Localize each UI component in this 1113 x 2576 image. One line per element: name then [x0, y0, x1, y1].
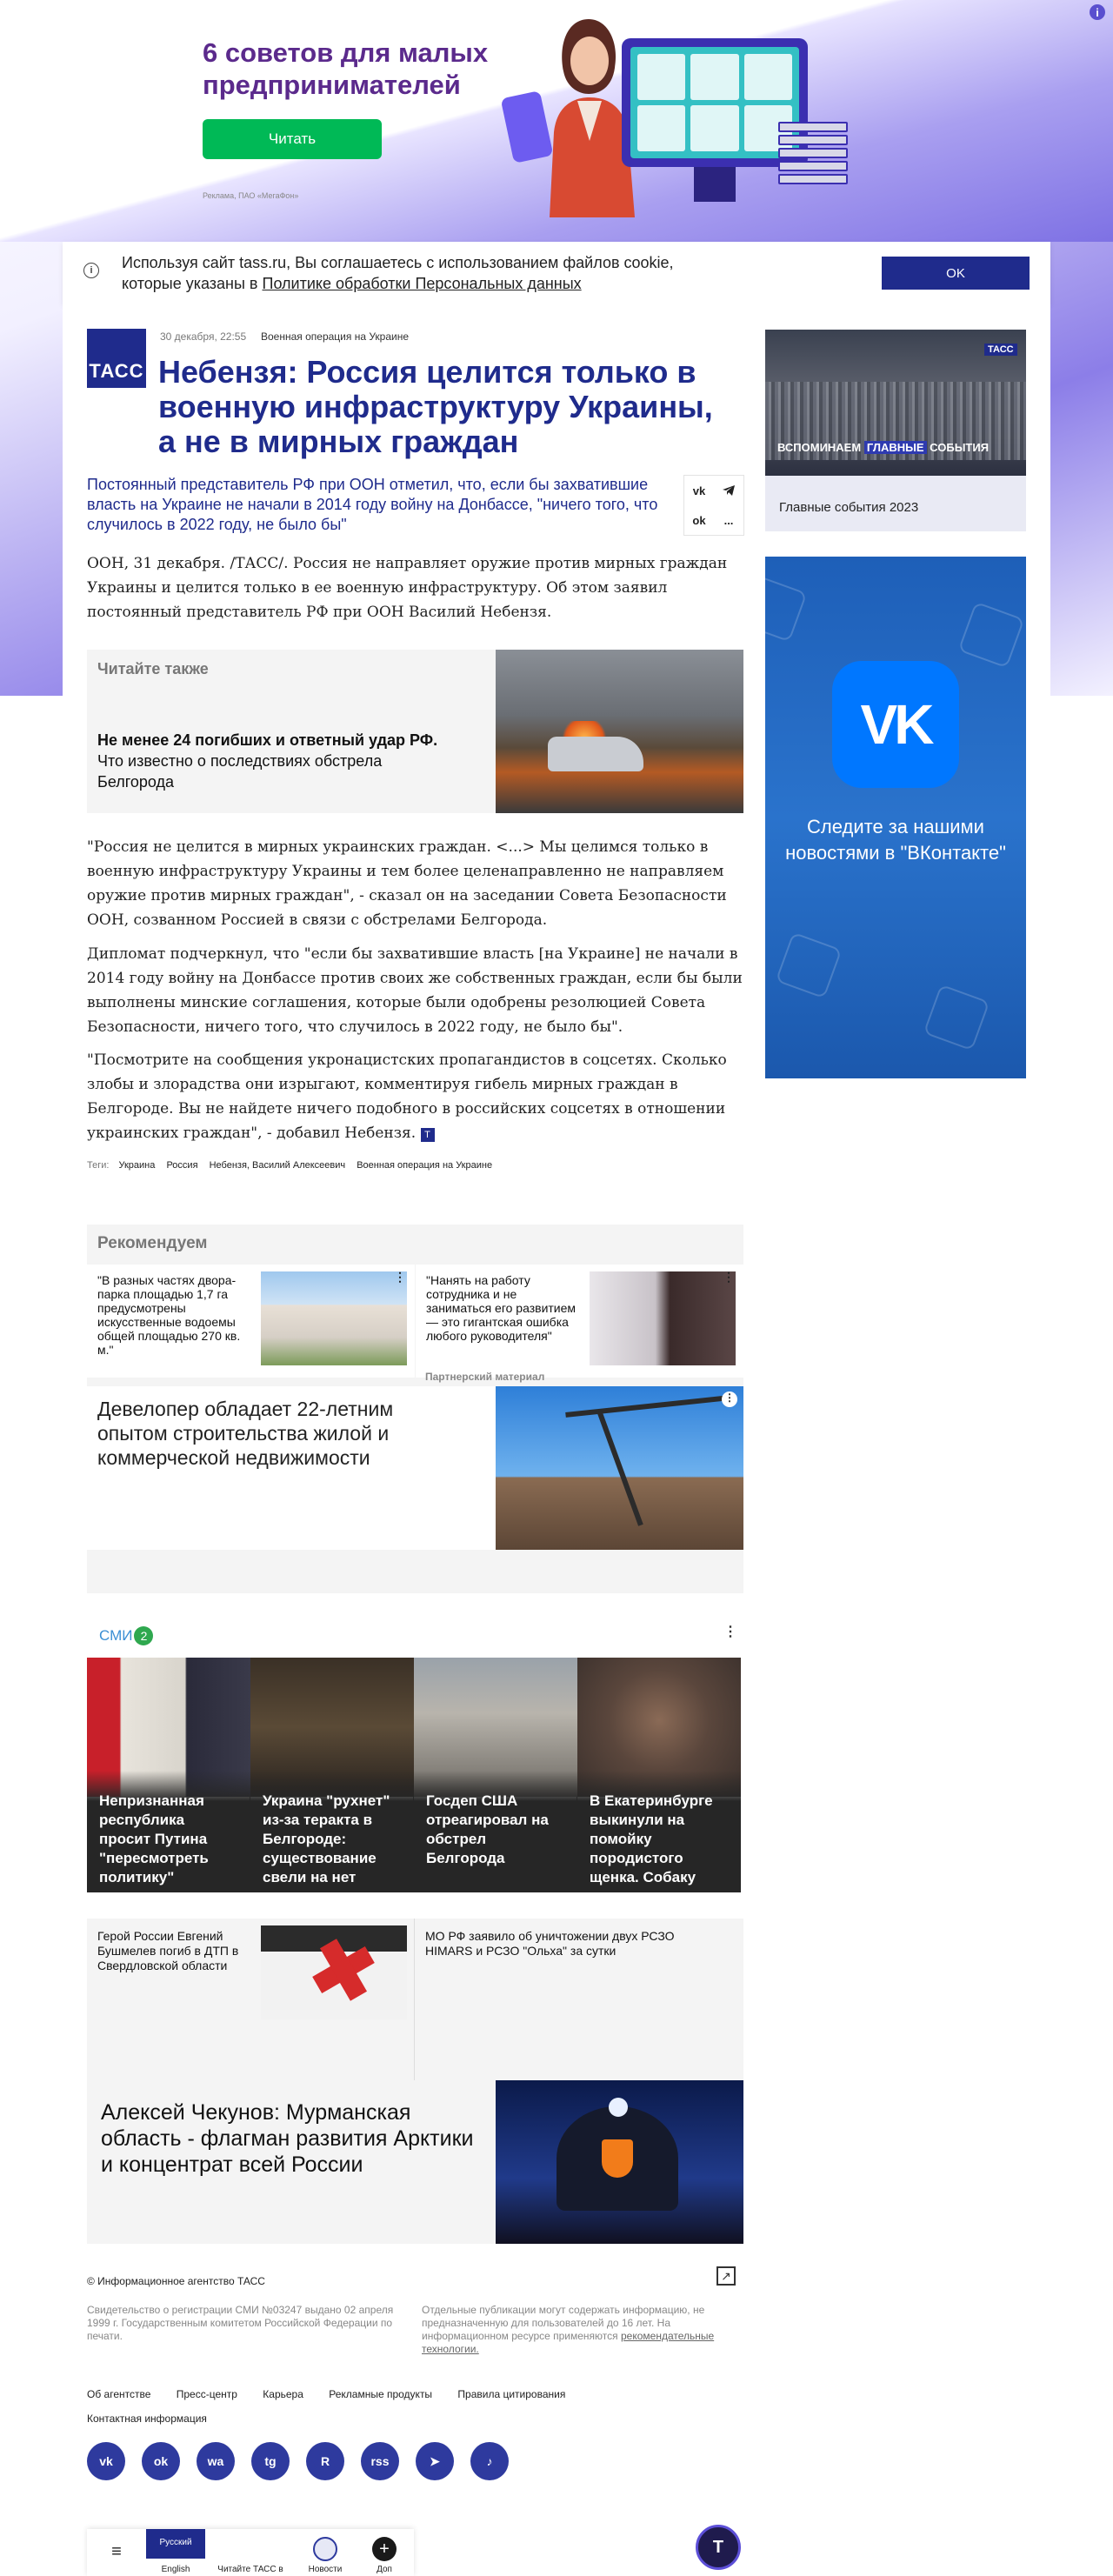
tag-link[interactable]: Россия	[166, 1160, 198, 1171]
smi2-card[interactable]	[577, 1658, 741, 1905]
article-paragraph-3: Дипломат подчеркнул, что "если бы захватившие власть [на Украине] не начали в 2014 году войну на Донбассе против своих же собственных граждан, если бы были выполнены минские соглашения, которые были одобрены резолюцией Совета Безопасности, ничего того, что случилось в 2022 году, не было бы".	[87, 945, 743, 1036]
smi2-card[interactable]	[414, 1658, 577, 1892]
telegram-icon[interactable]: tg	[251, 2442, 290, 2480]
add-tab[interactable]	[355, 2529, 414, 2576]
article-paragraph-1: ООН, 31 декабря. /ТАСС/. Россия не направляет оружие против мирных граждан Украины и целится только в ее военную инфраструктуру. Об этом заявил постоянный представитель РФ при ООН Василий Небензя.	[87, 555, 728, 621]
cookie-consent-bar	[63, 242, 1050, 304]
events-strip-word: ВСПОМИНАЕМ	[777, 441, 862, 454]
footer-link[interactable]: Рекламные продукты	[329, 2388, 433, 2400]
news-row	[87, 1919, 743, 2080]
recommend-label: Рекомендуем	[97, 1234, 208, 1252]
footer-link[interactable]: Контактная информация	[87, 2412, 207, 2425]
smi2-card-title[interactable]: В Екатеринбурге выкинули на помойку породистого щенка. Собаку спасли	[577, 1771, 741, 1892]
read-tass-in[interactable]: Читайте ТАСС в	[217, 2565, 283, 2574]
footer-link[interactable]: Карьера	[263, 2388, 303, 2400]
menu-search-icon[interactable]: ≡	[111, 2541, 122, 2561]
plus-icon: +	[372, 2537, 397, 2561]
article-paragraph-4-text: "Посмотрите на сообщения укронацистских пропагандистов в соцсетях. Сколько злобы и злорадства они изрыгают, комментируя гибель мирных граждан в Белгороде. Вы не найдете ничего подобного в российских соцсетях в отношении украинских граждан", - добавил Небензя.	[87, 1051, 727, 1142]
lang-russian[interactable]: Русский	[146, 2529, 205, 2559]
ok-icon[interactable]: ok	[142, 2442, 180, 2480]
news-tab-label: Новости	[308, 2565, 343, 2574]
partner-label: Партнерский материал	[425, 1371, 545, 1383]
article-date: 30 декабря, 22:55	[160, 330, 247, 343]
news-item[interactable]	[415, 1919, 743, 2080]
read-also-label: Читайте также	[97, 660, 209, 677]
info-icon: i	[83, 263, 99, 278]
tag-link[interactable]: Военная операция на Украине	[357, 1160, 493, 1171]
article-tags	[87, 1160, 501, 1171]
rutube-icon[interactable]: R	[306, 2442, 344, 2480]
smi2-logo-text: СМИ	[99, 1627, 133, 1644]
footer-notice-text-2: На информационном ресурсе применяются	[422, 2317, 670, 2342]
privacy-policy-link[interactable]: Политике обработки Персональных данных	[262, 275, 582, 292]
tass-mini-logo: ТАСС	[984, 344, 1017, 356]
recommend-card-image[interactable]	[261, 1271, 407, 1365]
footer-links	[87, 2382, 626, 2431]
add-tab-label: Доп	[377, 2565, 392, 2574]
books-illustration	[778, 122, 848, 200]
tass-end-mark-icon: T	[421, 1128, 435, 1142]
recommend-card-text[interactable]: "Нанять на работу сотрудника и не заниматься его развитием — это гигантская ошибка любого руководителя"	[426, 1273, 576, 1343]
dzen-icon[interactable]: ➤	[416, 2442, 454, 2480]
news-avatar-icon	[313, 2537, 337, 2561]
recommend-card[interactable]	[87, 1265, 415, 1378]
footer-copyright: © Информационное агентство ТАСС	[87, 2275, 265, 2287]
recommend-card[interactable]	[416, 1265, 743, 1378]
tass-t-button[interactable]: T	[696, 2525, 741, 2570]
more-options-icon[interactable]: ⋮	[722, 1391, 737, 1407]
more-options-icon[interactable]: ⋮	[394, 1270, 406, 1284]
bottom-toolbar	[87, 2529, 414, 2576]
more-options-icon[interactable]: ⋮	[723, 1270, 735, 1284]
footer-notice	[422, 2304, 743, 2356]
banner-read-button[interactable]: Читать	[203, 119, 382, 159]
recommend-big-text[interactable]: Девелопер обладает 22-летним опытом строительства жилой и коммерческой недвижимости	[97, 1398, 394, 1469]
recommend-card-image[interactable]	[590, 1271, 736, 1365]
events-strip-word: СОБЫТИЯ	[930, 441, 990, 454]
read-also-title-rest: Что известно о последствиях обстрела Белгорода	[97, 752, 383, 791]
banner-ad-note: Реклама, ПАО «МегаФон»	[203, 191, 299, 200]
news-item[interactable]	[87, 1919, 415, 2080]
read-also-title[interactable]	[97, 730, 463, 792]
smi2-logo[interactable]	[99, 1626, 153, 1645]
ad-banner[interactable]	[0, 0, 1113, 242]
events-strip	[777, 441, 989, 454]
read-also-block[interactable]	[87, 650, 743, 813]
share-ok-icon[interactable]: ok	[692, 513, 706, 527]
recommend-block	[87, 1225, 743, 1593]
news-item-title[interactable]: МО РФ заявило об уничтожении двух РСЗО HIMARS и РСЗО "Ольха" за сутки	[425, 1929, 675, 1958]
ad-info-icon[interactable]: i	[1090, 4, 1105, 20]
article-paragraph-4	[87, 1048, 743, 1145]
social-links	[87, 2442, 525, 2480]
smi2-card-title[interactable]: Непризнанная республика просит Путина "пересмотреть политику"	[87, 1771, 250, 1892]
recommend-big-card[interactable]	[87, 1386, 743, 1550]
more-options-icon[interactable]: ⋮	[723, 1625, 737, 1639]
smi2-card[interactable]	[87, 1658, 250, 1892]
recommend-card-text[interactable]: "В разных частях двора-парка площадью 1,7 га предусмотрены искусственные водоемы общей площадью 270 кв. м."	[97, 1273, 241, 1357]
cookie-ok-button[interactable]: OK	[882, 257, 1030, 290]
read-also-image[interactable]	[496, 650, 743, 813]
vk-icon[interactable]: vk	[87, 2442, 125, 2480]
cookie-text	[122, 252, 678, 294]
footer-link[interactable]: Пресс-центр	[176, 2388, 237, 2400]
news-item-title[interactable]: Герой России Евгений Бушмелев погиб в ДТП в Свердловской области	[97, 1929, 239, 1972]
share-vk-icon[interactable]: vk	[692, 484, 706, 497]
news-tab[interactable]	[296, 2529, 355, 2576]
language-switch	[146, 2529, 205, 2576]
footer-registration: Свидетельство о регистрации СМИ №03247 выдано 02 апреля 1999 г. Государственным комитетом Российской Федерации по печати.	[87, 2304, 394, 2342]
smi2-card-title[interactable]: Украина "рухнет" из-за теракта в Белгороде: существование свели на нет	[250, 1771, 414, 1892]
smi2-badge: 2	[134, 1626, 153, 1645]
tag-link[interactable]: Украина	[118, 1160, 156, 1171]
tass-logo[interactable]: ТАСС	[87, 329, 146, 388]
read-also-title-bold: Не менее 24 погибших и ответный удар РФ.	[97, 731, 438, 749]
vk-promo-text: Следите за нашими новостями в "ВКонтакте"	[785, 816, 1006, 864]
promo-big-card[interactable]	[87, 2080, 743, 2244]
share-panel	[683, 475, 744, 536]
footer-notice-text: Отдельные публикации могут содержать информацию, не предназначенную для пользователей до 16 лет.	[422, 2304, 705, 2329]
news-item-image[interactable]	[261, 1925, 407, 2019]
footer-link[interactable]: Правила цитирования	[457, 2388, 566, 2400]
rss-icon[interactable]: rss	[361, 2442, 399, 2480]
main-events-image[interactable]	[765, 330, 1026, 476]
tag-link[interactable]: Небензя, Василий Алексеевич	[209, 1160, 346, 1171]
main-content	[63, 304, 1050, 2576]
recommend-big-image[interactable]	[496, 1386, 743, 1550]
promo-big-text[interactable]: Алексей Чекунов: Мурманская область - флагман развития Арктики и концентрат всей России	[101, 2100, 474, 2177]
promo-big-image[interactable]	[496, 2080, 743, 2244]
smi2-card-title[interactable]: Госдеп США отреагировал на обстрел Белгорода	[414, 1771, 577, 1892]
article-rubric[interactable]: Военная операция на Украине	[261, 330, 410, 343]
tags-label: Теги:	[87, 1160, 110, 1171]
vk-logo-icon: VK	[832, 661, 959, 788]
main-events-2023-card[interactable]	[765, 330, 1026, 531]
smi2-news-grid	[87, 1658, 743, 1905]
article-paragraph-2: "Россия не целится в мирных украинских граждан. <...> Мы целимся только в военную инфраструктуру Украины и тем более целенаправленно не направляем оружие против мирных граждан", - сказал он на заседании Совета Безопасности ООН, созванном Россией в связи с обстрелами Белгорода.	[87, 838, 727, 929]
external-link-icon[interactable]: ↗	[716, 2266, 736, 2286]
vk-promo-banner[interactable]	[765, 557, 1026, 1078]
share-telegram-icon[interactable]	[714, 476, 743, 505]
article-title: Небензя: Россия целится только в военную инфраструктуру Украины, а не в мирных граждан	[158, 354, 713, 459]
article-lead: Постоянный представитель РФ при ООН отметил, что, если бы захватившие власть на Украине не начали в 2014 году войну на Донбассе, "ничего того, что случилось в 2022 году, не было бы"	[87, 476, 658, 533]
share-more-icon[interactable]: ...	[723, 513, 734, 527]
events-strip-highlight: ГЛАВНЫЕ	[864, 441, 927, 454]
recommendation-tech-link[interactable]: рекомендательные технологии.	[422, 2330, 715, 2355]
smi2-card[interactable]	[250, 1658, 414, 1892]
main-events-caption[interactable]: Главные события 2023	[779, 500, 919, 515]
monitor-stand	[694, 167, 736, 202]
tiktok-icon[interactable]: ♪	[470, 2442, 509, 2480]
whatsapp-icon[interactable]: wa	[197, 2442, 235, 2480]
cookie-text-body: Используя сайт tass.ru, Вы соглашаетесь с использованием файлов cookie, которые указаны в	[122, 254, 674, 292]
lang-english[interactable]: English	[161, 2565, 190, 2574]
footer-link[interactable]: Об агентстве	[87, 2388, 151, 2400]
banner-title: 6 советов для малых предпринимателей	[203, 37, 489, 100]
